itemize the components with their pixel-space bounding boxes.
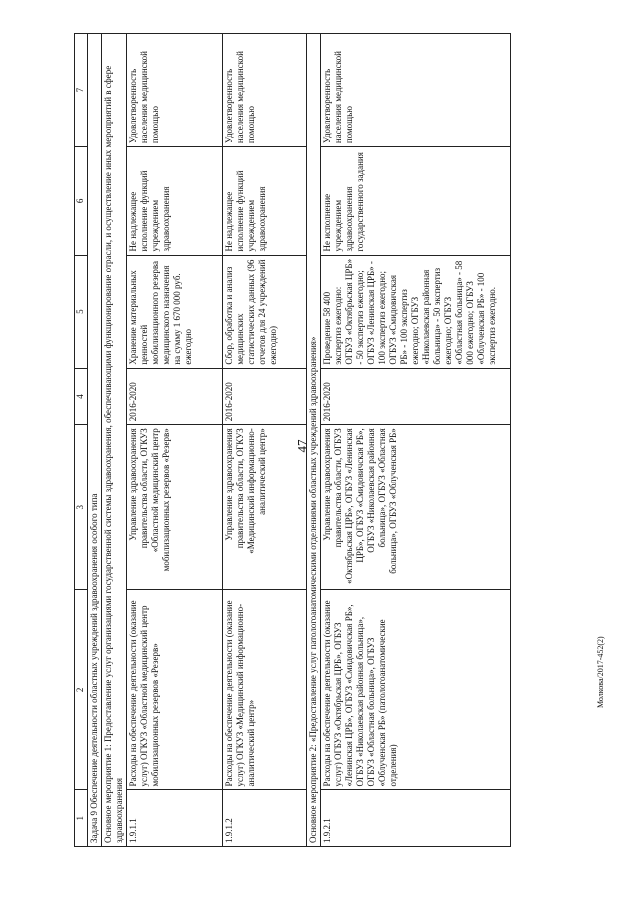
main-activity-2: Основное мероприятие 2: «Предоставление услуг патологоанатомическими отделениями областных учреждений здравоохранения» — [307, 34, 321, 847]
executor: Управление здравоохранения правительства области, ОГКУЗ «Областной медицинский центр мобилизационных резервов «Резерв» — [127, 425, 223, 590]
expected-result: Проведение 58 400 экспертиз ежегодно: ОГБУЗ «Октябрьская ЦРБ» - 50 экспертиз ежегодно; ОГБУЗ «Ленинская ЦРБ» - 100 экспертиз ежегодно; ОГБУЗ «Смидовичская РБ» - 100 экспертиз ежегодно; ОГБУЗ «Николаевская районная больница» - 50 экспертиз ежегодно; ОГБУЗ «Областная больница» - 58 000 ежегодно; ОГБУЗ «Облученская РБ» - 100 экспертиз ежегодно. — [321, 255, 511, 368]
activity-name: Расходы на обеспечение деятельности (оказание услуг) ОГКУЗ «Медицинский информационно-аналитический центр» — [223, 590, 307, 790]
effect: Удовлетворенность населения медицинской помощью — [223, 34, 307, 147]
col-num-6: 6 — [75, 147, 88, 255]
task-title: Задача 9 Обеспечение деятельности областных учреждений здравоохранения особого типа — [88, 34, 102, 847]
activity-name: Расходы на обеспечение деятельности (оказание услуг) ОГБУЗ «Октябрьская ЦРБ», ОГБУЗ «Ленинская ЦРБ», ОГБУЗ «Смидовичская РБ», ОГБУЗ «Николаевская районная больница», ОГБУЗ «Областная больница», ОГБУЗ «Облученская РБ» (патологоанатомические отделения) — [321, 590, 511, 790]
row-number: 1.9.1.2 — [223, 790, 307, 847]
activity-name: Расходы на обеспечение деятельности (оказание услуг) ОГКУЗ «Областной медицинский центр мобилизационных резервов «Резерв» — [127, 590, 223, 790]
col-num-1: 1 — [75, 790, 88, 847]
rotated-table-region — [74, 33, 574, 847]
executor: Управление здравоохранения правительства области, ОГКУЗ «Медицинский информационно-аналитический центр» — [223, 425, 307, 590]
risk: Не исполнение учреждением здравоохранения государственного задания — [321, 147, 511, 255]
row-number: 1.9.1.1 — [127, 790, 223, 847]
main-activity-1: Основное мероприятие 1: Предоставление услуг организациями государственной системы здравоохранения, обеспечивающими функционирование отрасли, и осуществление иных мероприятий в сфере здравоохранения — [102, 34, 127, 847]
risk: Не надлежащее исполнение функций учреждением здравоохранения — [127, 147, 223, 255]
table-row — [127, 34, 223, 847]
expected-result: Хранение материальных ценностей мобилизационного резерва медицинского назначения на сумму 1 670 000 руб. ежегодно — [127, 255, 223, 368]
column-number-row — [75, 34, 88, 847]
period: 2016-2020 — [321, 368, 511, 425]
executor: Управление здравоохранения правительства области, ОГБУЗ «Октябрьская ЦРБ», ОГБУЗ «Ленинская ЦРБ», ОГБУЗ «Смидовичская РБ», ОГБУЗ «Николаевская районная больница», ОГБУЗ «Областная больница», ОГБУЗ «Облученская РБ» — [321, 425, 511, 590]
period: 2016-2020 — [223, 368, 307, 425]
page-number: 47 — [294, 439, 310, 453]
expected-result: Сбор, обработка и анализ медицинских статистических данных (96 отчетов для 24 учреждений ежегодно) — [223, 255, 307, 368]
col-num-3: 3 — [75, 425, 88, 590]
program-table — [74, 33, 511, 847]
period: 2016-2020 — [127, 368, 223, 425]
col-num-7: 7 — [75, 34, 88, 147]
table-row — [321, 34, 511, 847]
effect: Удовлетворенность населения медицинской помощью — [321, 34, 511, 147]
risk: Не надлежащее исполнение функций учреждением здравоохранения — [223, 147, 307, 255]
row-number: 1.9.2.1 — [321, 790, 511, 847]
footer-code: Молкова/2017-452(2) — [596, 636, 605, 708]
effect: Удовлетворенность населения медицинской помощью — [127, 34, 223, 147]
col-num-5: 5 — [75, 255, 88, 368]
col-num-4: 4 — [75, 368, 88, 425]
table-row — [223, 34, 307, 847]
col-num-2: 2 — [75, 590, 88, 790]
